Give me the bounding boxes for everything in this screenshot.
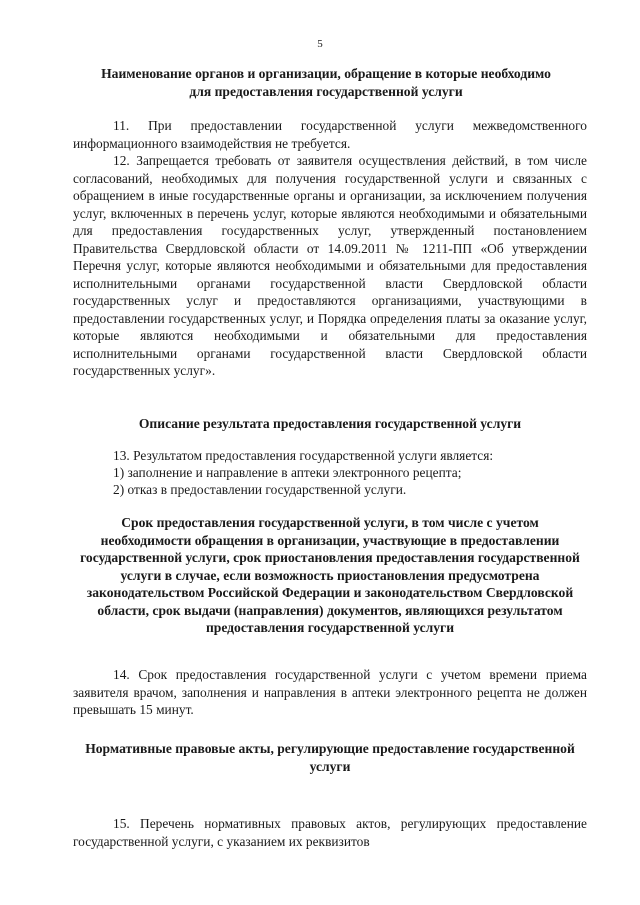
paragraph-13: 13. Результатом предоставления государственной услуги является: (113, 448, 494, 463)
section-heading-acts: Нормативные правовые акты, регулирующие предоставление государственной услуги (85, 741, 575, 774)
paragraph-12: 12. Запрещается требовать от заявителя осуществления действий, в том числе согласований, необходимых для получения государственной услуги и связанных с обращением в иные государственные органы и организации, за исключением получения услуг, включенных в перечень услуг, которые являются необходимыми и обязательными для предоставления государственных услуг, утвержденный постановлением Правительства Свердловской области от 14.09.2011 № 1211-ПП «Об утверждении Перечня услуг, которые являются необходимыми и обязательными для предоставления исполнительными органами государственной власти Свердловской области государственных услуг и предоставляются организациями, участвующими в предоставлении государственных услуг, и Порядка определения платы за оказание услуг, которые являются необходимыми и обязательными для предоставления исполнительными органами государственной власти Свердловской области государственных услуг». (73, 153, 587, 378)
section-heading-term: Срок предоставления государственной услуги, в том числе с учетом необходимости обращения в организации, участвующие в предоставлении государственной услуги, срок приостановления предоставления государственной услуги в случае, если возможность приостановления предусмотрена законодательством Российской Федерации и законодательством Свердловской области, срок выдачи (направления) документов, являющихся результатом предоставления государственной услуги (80, 515, 580, 635)
section-heading-organs: Наименование органов и организации, обращение в которые необходимо для предоставления государственной услуги (101, 66, 551, 99)
page-number: 5 (317, 38, 323, 50)
paragraph-13-item-2: 2) отказ в предоставлении государственной услуги. (113, 482, 407, 497)
paragraph-13-item-1: 1) заполнение и направление в аптеки электронного рецепта; (113, 465, 462, 480)
paragraph-15: 15. Перечень нормативных правовых актов, регулирующих предоставление государственной услуги, с указанием их реквизитов (73, 816, 587, 849)
section-heading-result: Описание результата предоставления государственной услуги (138, 416, 522, 431)
paragraph-14: 14. Срок предоставления государственной услуги с учетом времени приема заявителя врачом, заполнения и направления в аптеки электронного рецепта не должен превышать 15 минут. (73, 667, 587, 717)
paragraph-11: 11. При предоставлении государственной услуги межведомственного информационного взаимодействия не требуется. (73, 118, 587, 151)
